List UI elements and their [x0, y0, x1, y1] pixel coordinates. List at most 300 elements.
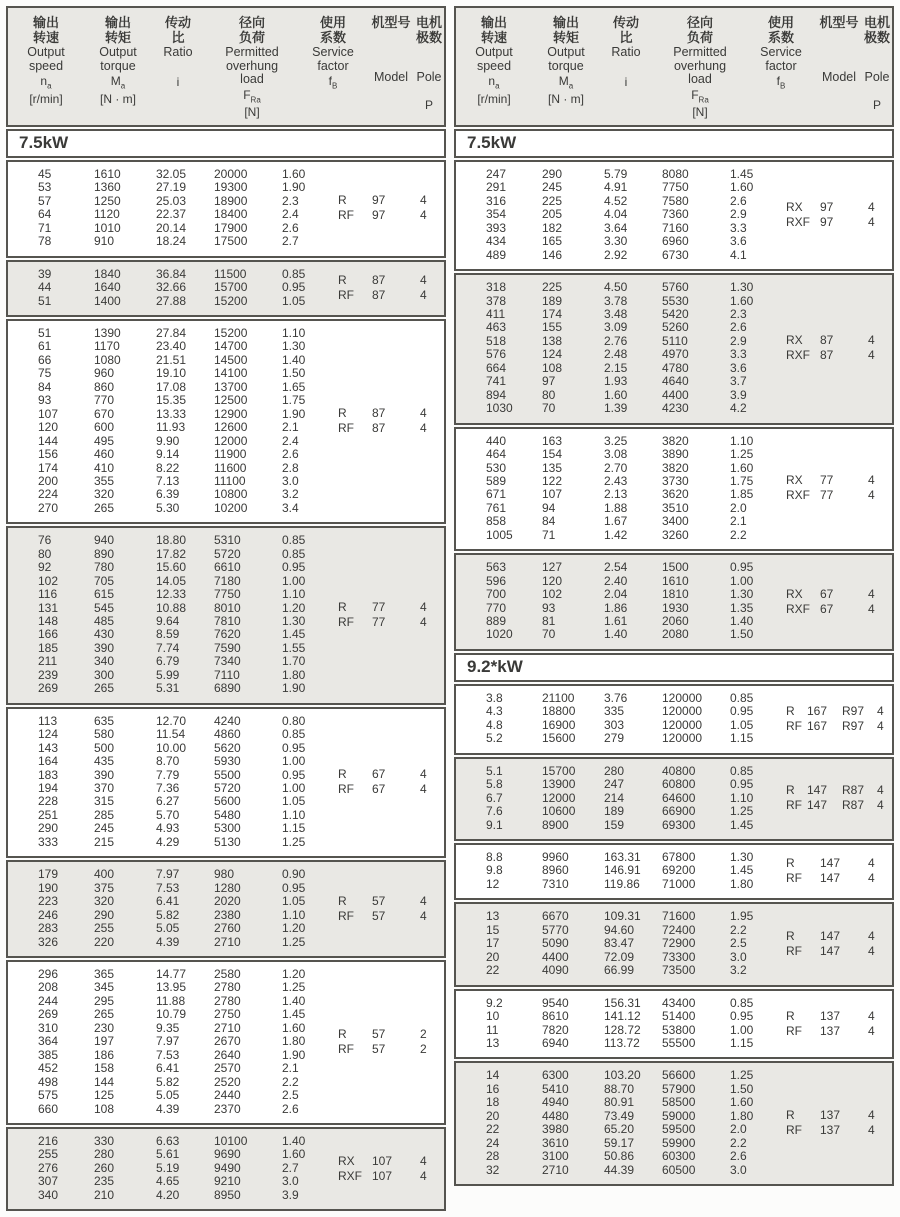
model-size: 77: [820, 488, 834, 503]
cell-output-torque: 355: [94, 473, 115, 488]
model-line: [338, 1154, 444, 1169]
cell-output-torque: 94: [542, 500, 556, 515]
model-line: [786, 1009, 892, 1024]
cell-ratio: 11.54: [156, 727, 186, 742]
cell-service-factor: 0.95: [730, 1009, 754, 1024]
cell-service-factor: 1.45: [282, 627, 306, 642]
cell-output-torque: 485: [94, 614, 115, 629]
cell-ratio: 8.22: [156, 460, 180, 475]
cell-overhung-load: 2780: [214, 980, 241, 995]
model-prefix: RX: [786, 333, 803, 348]
cell-output-torque: 9540: [542, 995, 569, 1010]
table-row: [456, 375, 786, 388]
cell-output-speed: 498: [38, 1074, 59, 1089]
cell-output-speed: 316: [486, 193, 507, 208]
cell-ratio: 44.39: [604, 1162, 635, 1177]
cell-output-speed: 5.8: [486, 777, 503, 792]
cell-output-speed: 3.8: [486, 690, 503, 705]
header-chinese-label: [613, 15, 639, 46]
cell-pole: 4: [868, 473, 875, 488]
cell-output-torque: 300: [94, 667, 115, 682]
data-rows: [456, 997, 786, 1051]
header-chinese-label: [320, 15, 346, 46]
cell-output-speed: 14: [486, 1068, 500, 1083]
cell-ratio: 4.29: [156, 834, 180, 849]
model-prefix: R: [786, 856, 795, 871]
table-row: [8, 1162, 338, 1175]
cell-output-torque: 430: [94, 627, 115, 642]
data-block: [6, 707, 446, 859]
header-symbol: $M_a$: [110, 74, 126, 91]
cell-service-factor: 1.00: [282, 573, 306, 588]
cell-ratio: 128.72: [604, 1022, 641, 1037]
header-zh-line: 电机: [864, 15, 891, 30]
cell-service-factor: 1.65: [282, 379, 306, 394]
cell-ratio: 303: [604, 717, 625, 732]
cell-output-speed: 5.2: [486, 731, 503, 746]
model-prefix: R: [338, 272, 347, 287]
header-column: [456, 15, 532, 120]
cell-ratio: 59.17: [604, 1135, 635, 1150]
cell-output-speed: 354: [486, 207, 507, 222]
model-line: [338, 615, 444, 630]
model-prefix: RF: [338, 908, 354, 923]
cell-output-speed: 576: [486, 347, 507, 362]
model-line: [786, 856, 892, 871]
cell-ratio: 3.78: [604, 293, 628, 308]
header-unit: [N]: [244, 105, 260, 120]
cell-output-speed: 57: [38, 193, 52, 208]
model-line: [786, 944, 892, 959]
header-unit: [r/min]: [29, 91, 63, 106]
model-size: 97: [372, 208, 386, 223]
model-size: 147: [820, 929, 841, 943]
header-zh-line: 负荷: [238, 30, 265, 45]
spec-table-panel-left: [6, 6, 446, 1211]
cell-service-factor: 0.95: [282, 280, 306, 295]
table-row: [8, 882, 338, 895]
cell-ratio: 4.91: [604, 180, 628, 195]
cell-overhung-load: 69300: [662, 817, 696, 832]
cell-output-speed: 216: [38, 1133, 59, 1148]
cell-service-factor: 1.05: [282, 794, 306, 809]
cell-ratio: 2.04: [604, 587, 628, 602]
cell-service-factor: 0.85: [282, 727, 306, 742]
cell-output-speed: 575: [38, 1088, 59, 1103]
table-row: [8, 1022, 338, 1035]
cell-service-factor: 1.75: [730, 473, 754, 488]
cell-ratio: 20.14: [156, 220, 187, 235]
model-column: [786, 561, 892, 642]
table-row: [456, 1010, 786, 1023]
cell-output-torque: 3610: [542, 1135, 569, 1150]
cell-overhung-load: 12500: [214, 393, 248, 408]
table-row: [8, 281, 338, 294]
cell-ratio: 18.24: [156, 234, 187, 249]
header-english-line: speed: [28, 58, 64, 73]
cell-service-factor: 1.40: [730, 614, 754, 629]
model-prefix: R: [338, 767, 347, 782]
cell-pole: 4: [420, 193, 427, 208]
cell-output-speed: 124: [38, 727, 59, 742]
cell-service-factor: 1.00: [282, 754, 306, 769]
section-title: 9.2*kW: [454, 653, 894, 682]
cell-output-torque: 290: [542, 166, 563, 181]
model-column: [338, 327, 444, 515]
cell-overhung-load: 57900: [662, 1081, 696, 1096]
table-row: [8, 394, 338, 407]
table-row: [8, 1189, 338, 1202]
header-english-line: Output: [99, 45, 137, 59]
header-symbol: $F_{Ra}$: [691, 87, 709, 104]
model-line: [786, 871, 892, 886]
cell-output-torque: 125: [94, 1088, 115, 1103]
cell-output-speed: 660: [38, 1101, 59, 1116]
cell-output-speed: 664: [486, 360, 507, 375]
cell-overhung-load: 14500: [214, 352, 248, 367]
model-size: 67: [372, 767, 386, 782]
cell-ratio: 4.50: [604, 280, 628, 295]
cell-output-speed: 464: [486, 447, 507, 462]
cell-output-speed: 589: [486, 473, 507, 488]
cell-output-speed: 102: [38, 573, 59, 588]
cell-service-factor: 2.8: [282, 460, 299, 475]
header-zh-line: 转矩: [552, 30, 579, 45]
header-unit: P: [872, 97, 881, 112]
cell-overhung-load: 71000: [662, 876, 696, 891]
cell-overhung-load: 59500: [662, 1122, 696, 1137]
cell-output-torque: 910: [94, 234, 115, 249]
cell-output-torque: 120: [542, 573, 563, 588]
cell-service-factor: 1.05: [282, 894, 306, 909]
model-line: [338, 208, 444, 223]
header-zh-line: 转矩: [104, 30, 131, 45]
cell-ratio: 113.72: [604, 1036, 640, 1050]
cell-ratio: 27.84: [156, 325, 187, 340]
cell-service-factor: 1.05: [730, 717, 754, 732]
model-prefix: RX: [786, 586, 803, 601]
cell-output-torque: 12000: [542, 790, 576, 805]
header-column: [204, 15, 300, 120]
cell-overhung-load: 73500: [662, 963, 696, 978]
data-block: [454, 684, 894, 755]
cell-output-torque: 320: [94, 894, 115, 909]
table-row: [8, 981, 338, 994]
cell-pole: 4: [420, 1153, 427, 1168]
cell-service-factor: 0.95: [282, 880, 306, 895]
cell-service-factor: 0.95: [282, 560, 306, 575]
cell-ratio: 163.31: [604, 850, 641, 865]
cell-overhung-load: 60300: [662, 1149, 696, 1164]
cell-output-speed: 24: [486, 1135, 500, 1150]
table-row: [456, 575, 786, 588]
cell-output-speed: 116: [38, 587, 58, 602]
cell-output-speed: 563: [486, 560, 507, 575]
cell-ratio: 10.79: [156, 1007, 187, 1022]
header-english-line: Output: [475, 45, 513, 59]
model-prefix: R: [338, 406, 347, 421]
model-size: 147: [820, 856, 841, 871]
cell-overhung-load: 1280: [214, 880, 241, 895]
cell-output-speed: 596: [486, 573, 507, 588]
cell-overhung-load: 7620: [214, 627, 241, 642]
cell-output-speed: 434: [486, 234, 507, 249]
cell-output-speed: 452: [38, 1061, 59, 1076]
header-unit: P: [424, 97, 433, 112]
cell-output-torque: 186: [94, 1047, 115, 1062]
cell-overhung-load: 4780: [662, 360, 689, 375]
model-size: 87: [372, 287, 386, 302]
cell-output-torque: 705: [94, 573, 115, 588]
cell-output-torque: 265: [94, 500, 115, 515]
header-column: [416, 15, 442, 120]
table-row: [456, 732, 786, 745]
model-prefix: RF: [786, 1023, 802, 1038]
data-block: [454, 273, 894, 425]
cell-output-speed: 194: [38, 781, 59, 796]
model-line: [786, 1123, 892, 1138]
table-row: [8, 475, 338, 488]
cell-overhung-load: 9690: [214, 1147, 241, 1162]
cell-output-torque: 18800: [542, 704, 576, 719]
cell-output-speed: 310: [38, 1020, 59, 1035]
cell-ratio: 3.09: [604, 320, 628, 335]
table-row: [456, 208, 786, 221]
header-english-line: Pole: [416, 70, 442, 84]
cell-output-torque: 255: [94, 921, 115, 936]
model-column: [786, 851, 892, 891]
cell-overhung-load: 2780: [214, 993, 241, 1008]
header-symbol: $n_a$: [488, 74, 500, 91]
cell-output-torque: 93: [542, 600, 556, 615]
cell-overhung-load: 11500: [214, 266, 247, 281]
cell-output-torque: 1170: [94, 339, 120, 354]
data-rows: [456, 851, 786, 891]
cell-overhung-load: 15700: [214, 280, 248, 295]
cell-service-factor: 0.85: [730, 763, 754, 778]
header-english-line: overhung: [225, 58, 279, 73]
cell-output-torque: 5090: [542, 936, 569, 951]
cell-output-speed: 1020: [486, 627, 513, 642]
table-row: [8, 421, 338, 434]
table-row: [8, 367, 338, 380]
cell-overhung-load: 5130: [214, 834, 241, 849]
cell-service-factor: 3.6: [730, 234, 747, 249]
table-row: [456, 281, 786, 294]
cell-output-torque: 81: [542, 614, 556, 629]
cell-output-speed: 671: [486, 487, 507, 502]
data-rows: [8, 268, 338, 308]
cell-output-speed: 9.2: [486, 995, 503, 1010]
cell-ratio: 27.19: [156, 180, 187, 195]
cell-pole: 4: [420, 782, 427, 797]
cell-ratio: 2.54: [604, 560, 628, 575]
cell-output-speed: 92: [38, 560, 52, 575]
cell-ratio: 335: [604, 704, 625, 719]
cell-service-factor: 1.50: [730, 627, 754, 642]
cell-ratio: 9.64: [156, 614, 180, 629]
cell-output-torque: 174: [542, 306, 563, 321]
cell-output-torque: 8960: [542, 863, 569, 878]
cell-service-factor: 3.4: [282, 500, 299, 515]
cell-output-torque: 155: [542, 320, 563, 335]
model-size: 87: [372, 272, 386, 287]
cell-output-torque: 410: [94, 460, 115, 475]
cell-ratio: 2.43: [604, 473, 628, 488]
cell-ratio: 15.35: [156, 393, 187, 408]
cell-service-factor: 1.80: [730, 876, 754, 891]
cell-service-factor: 3.7: [730, 374, 747, 389]
data-block: [6, 319, 446, 524]
cell-output-speed: 239: [38, 667, 59, 682]
cell-service-factor: 1.80: [282, 667, 306, 682]
cell-pole: 2: [420, 1026, 427, 1041]
cell-overhung-load: 8080: [662, 166, 689, 181]
cell-output-torque: 15600: [542, 731, 576, 746]
cell-ratio: 25.03: [156, 193, 187, 208]
cell-service-factor: 1.80: [730, 1108, 754, 1123]
table-row: [8, 462, 338, 475]
cell-output-speed: 32: [486, 1162, 500, 1177]
cell-output-speed: 291: [486, 180, 507, 195]
cell-ratio: 7.74: [156, 640, 180, 655]
model-size: 57: [372, 1041, 386, 1056]
data-rows: [8, 168, 338, 249]
cell-ratio: 7.53: [156, 1047, 180, 1062]
model-aux: R87: [842, 783, 865, 798]
cell-pole: 4: [420, 767, 427, 782]
header-english-line: Permitted: [225, 45, 279, 59]
cell-overhung-load: 5310: [214, 533, 241, 548]
spec-table-panel-right: [454, 6, 894, 1211]
cell-service-factor: 3.3: [730, 220, 747, 235]
cell-ratio: 22.37: [156, 207, 187, 222]
cell-overhung-load: 2520: [214, 1074, 241, 1089]
cell-service-factor: 1.10: [282, 907, 306, 922]
cell-ratio: 11.93: [156, 420, 186, 435]
cell-ratio: 14.05: [156, 573, 187, 588]
model-line: [338, 894, 444, 909]
cell-ratio: 14.77: [156, 967, 187, 981]
table-row: [456, 335, 786, 348]
header-zh-line: 系数: [319, 30, 346, 45]
data-block: [454, 757, 894, 841]
table-row: [8, 922, 338, 935]
cell-ratio: 5.70: [156, 807, 180, 822]
header-column: [864, 15, 890, 120]
cell-service-factor: 2.7: [282, 1160, 299, 1175]
cell-output-torque: 1390: [94, 325, 121, 340]
table-row: [456, 1083, 786, 1096]
cell-service-factor: 1.25: [282, 980, 306, 995]
cell-ratio: 10.88: [156, 600, 187, 615]
cell-output-torque: 70: [542, 401, 556, 416]
cell-output-speed: 166: [38, 627, 59, 642]
header-chinese-label: [416, 15, 442, 46]
header-english-line: Ratio: [611, 45, 641, 59]
cell-overhung-load: 2760: [214, 921, 241, 936]
cell-service-factor: 1.45: [730, 863, 754, 878]
model-aux: R87: [842, 798, 865, 813]
cell-output-torque: 71: [542, 527, 556, 542]
cell-ratio: 1.93: [604, 374, 628, 389]
cell-output-torque: 495: [94, 433, 115, 448]
model-line: [786, 1108, 892, 1123]
header-zh-line: 比: [171, 30, 185, 45]
table-row: [8, 868, 338, 881]
cell-ratio: 5.31: [156, 681, 180, 696]
cell-output-torque: 5410: [542, 1081, 569, 1096]
cell-output-torque: 182: [542, 220, 563, 235]
header-column: [814, 15, 864, 120]
table-row: [456, 997, 786, 1010]
cell-service-factor: 2.6: [730, 320, 747, 335]
table-row: [8, 1148, 338, 1161]
cell-service-factor: 1.15: [730, 731, 754, 746]
model-column: [338, 1135, 444, 1202]
table-row: [8, 936, 338, 949]
cell-output-torque: 189: [542, 293, 563, 308]
table-row: [8, 354, 338, 367]
cell-pole: 4: [877, 718, 884, 733]
cell-overhung-load: 18900: [214, 193, 248, 208]
cell-output-torque: 670: [94, 406, 115, 421]
cell-output-speed: 8.8: [486, 850, 503, 865]
cell-output-speed: 290: [38, 821, 59, 836]
model-prefix: RX: [338, 1153, 355, 1168]
cell-overhung-load: 2750: [214, 1007, 241, 1022]
model-line: [786, 929, 892, 944]
header-unit: [r/min]: [477, 91, 511, 106]
cell-service-factor: 2.9: [730, 207, 747, 222]
cell-output-speed: 4.8: [486, 717, 503, 732]
table-row: [456, 295, 786, 308]
cell-pole: 4: [868, 333, 875, 348]
model-size: 67: [820, 586, 834, 601]
header-symbol: $n_a$: [40, 74, 52, 91]
cell-output-torque: 370: [94, 781, 115, 796]
cell-output-speed: 113: [38, 713, 58, 728]
cell-ratio: 2.76: [604, 333, 628, 348]
model-prefix: RF: [338, 615, 354, 630]
cell-overhung-load: 5720: [214, 546, 241, 561]
cell-service-factor: 1.30: [730, 587, 754, 602]
cell-service-factor: 2.6: [282, 1101, 299, 1116]
cell-ratio: 4.39: [156, 934, 180, 949]
table-row: [8, 1076, 338, 1089]
cell-output-speed: 164: [38, 754, 59, 769]
cell-ratio: 280: [604, 763, 625, 778]
cell-output-torque: 205: [542, 207, 563, 222]
cell-ratio: 32.66: [156, 280, 187, 295]
table-header: [6, 6, 446, 127]
model-size: 167: [807, 703, 828, 718]
cell-service-factor: 1.50: [282, 366, 306, 381]
table-row: [456, 851, 786, 864]
cell-output-torque: 265: [94, 1007, 115, 1022]
model-size: 137: [820, 1023, 841, 1038]
cell-ratio: 2.48: [604, 347, 628, 362]
model-line: [338, 767, 444, 782]
table-row: [8, 615, 338, 628]
table-row: [8, 1089, 338, 1102]
model-prefix: RF: [786, 718, 802, 733]
model-prefix: R: [786, 929, 795, 943]
data-rows: [8, 327, 338, 515]
cell-overhung-load: 12000: [214, 433, 248, 448]
cell-output-torque: 10600: [542, 804, 576, 819]
header-english-line: Output: [27, 45, 65, 59]
